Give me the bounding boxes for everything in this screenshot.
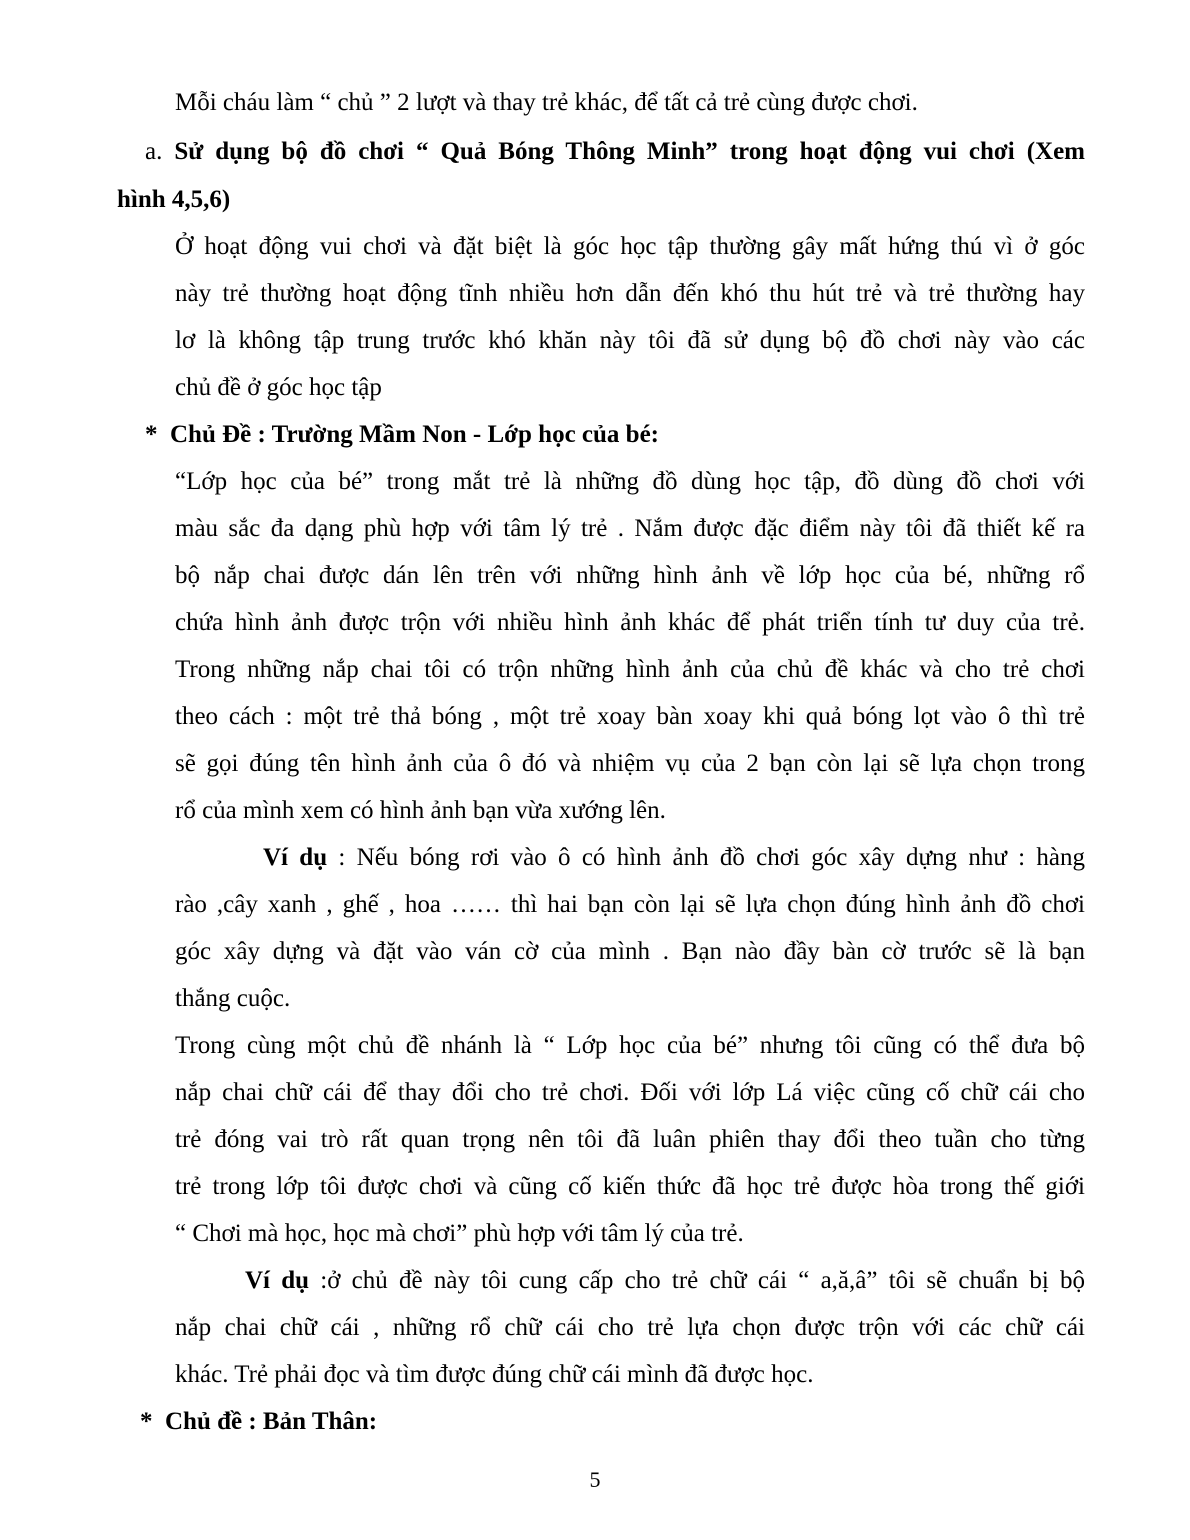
topic1-star: * (145, 421, 158, 448)
example2-label: Ví dụ (245, 1267, 310, 1294)
example2-line1 (245, 1266, 1085, 1296)
section-a-title-line2: hình 4,5,6) (117, 186, 231, 213)
para3-line: Trong cùng một chủ đề nhánh là “ Lớp học của bé” nhưng tôi cũng có thể đưa bộ (175, 1032, 1085, 1059)
para3-line: trẻ trong lớp tôi được chơi và cũng cố kiến thức đã học trẻ được hòa trong thế giới (175, 1173, 1085, 1200)
example1-line1 (263, 843, 1085, 873)
para2-line: Trong những nắp chai tôi có trộn những hình ảnh của chủ đề khác và cho trẻ chơi (175, 656, 1085, 683)
example1-label: Ví dụ (263, 844, 328, 871)
section-a-prefix: a. (145, 138, 175, 165)
topic1-heading (145, 420, 659, 450)
section-a-heading-line2 (117, 185, 230, 215)
para3-line: “ Chơi mà học, học mà chơi” phù hợp với tâm lý của trẻ. (175, 1220, 744, 1247)
para3-line: nắp chai chữ cái để thay đổi cho trẻ chơi. Đối với lớp Lá việc cũng cố chữ cái cho (175, 1079, 1085, 1106)
para3-line: trẻ đóng vai trò rất quan trọng nên tôi đã luân phiên thay đổi theo tuần cho từng (175, 1126, 1085, 1153)
para1-line: lơ là không tập trung trước khó khăn này tôi đã sử dụng bộ đồ chơi này vào các (175, 327, 1085, 354)
section-a-title-line1: Sử dụng bộ đồ chơi “ Quả Bóng Thông Minh” trong hoạt động vui chơi (Xem (174, 138, 1085, 165)
para1-line: này trẻ thường hoạt động tĩnh nhiều hơn dẫn đến khó thu hút trẻ và trẻ thường hay (175, 280, 1085, 307)
para1-line: Ở hoạt động vui chơi và đặt biệt là góc học tập thường gây mất hứng thú vì ở góc (175, 233, 1085, 260)
para2-line: sẽ gọi đúng tên hình ảnh của ô đó và nhiệm vụ của 2 bạn còn lại sẽ lựa chọn trong (175, 750, 1085, 777)
para2-line: bộ nắp chai được dán lên trên với những hình ảnh về lớp học của bé, những rổ (175, 562, 1085, 589)
para2-line: “Lớp học của bé” trong mắt trẻ là những đồ dùng học tập, đồ dùng đồ chơi với (175, 468, 1085, 495)
para1-line: chủ đề ở góc học tập (175, 374, 382, 401)
intro-line: Mỗi cháu làm “ chủ ” 2 lượt và thay trẻ khác, để tất cả trẻ cùng được chơi. (175, 89, 918, 116)
page-number: 5 (589, 1467, 601, 1492)
topic1-title: Chủ Đề : Trường Mầm Non - Lớp học của bé: (170, 421, 660, 448)
example1-line: rào ,cây xanh , ghế , hoa …… thì hai bạn còn lại sẽ lựa chọn đúng hình ảnh đồ chơi (175, 891, 1085, 918)
example2-line: khác. Trẻ phải đọc và tìm được đúng chữ cái mình đã được học. (175, 1361, 814, 1388)
para2-line: theo cách : một trẻ thả bóng , một trẻ xoay bàn xoay khi quả bóng lọt vào ô thì trẻ (175, 703, 1085, 730)
example1-line: thắng cuộc. (175, 985, 291, 1012)
example1-line1-text: : Nếu bóng rơi vào ô có hình ảnh đồ chơi góc xây dựng như : hàng (327, 844, 1086, 871)
para2-line: chứa hình ảnh được trộn với nhiều hình ảnh khác để phát triển tính tư duy của trẻ. (175, 609, 1085, 636)
topic2-star: * (140, 1408, 153, 1435)
para2-line: rổ của mình xem có hình ảnh bạn vừa xướng lên. (175, 797, 666, 824)
example2-line: nắp chai chữ cái , những rổ chữ cái cho trẻ lựa chọn được trộn với các chữ cái (175, 1314, 1085, 1341)
example2-line1-text: :ở chủ đề này tôi cung cấp cho trẻ chữ cái “ a,ă,â” tôi sẽ chuẩn bị bộ (309, 1267, 1085, 1294)
para2-line: màu sắc đa dạng phù hợp với tâm lý trẻ . Nắm được đặc điểm này tôi đã thiết kế ra (175, 515, 1085, 542)
example1-line: góc xây dựng và đặt vào ván cờ của mình . Bạn nào đầy bàn cờ trước sẽ là bạn (175, 938, 1085, 965)
topic2-title: Chủ đề : Bản Thân: (165, 1408, 378, 1435)
section-a-heading-line1 (145, 137, 1085, 167)
topic2-heading (140, 1407, 377, 1437)
